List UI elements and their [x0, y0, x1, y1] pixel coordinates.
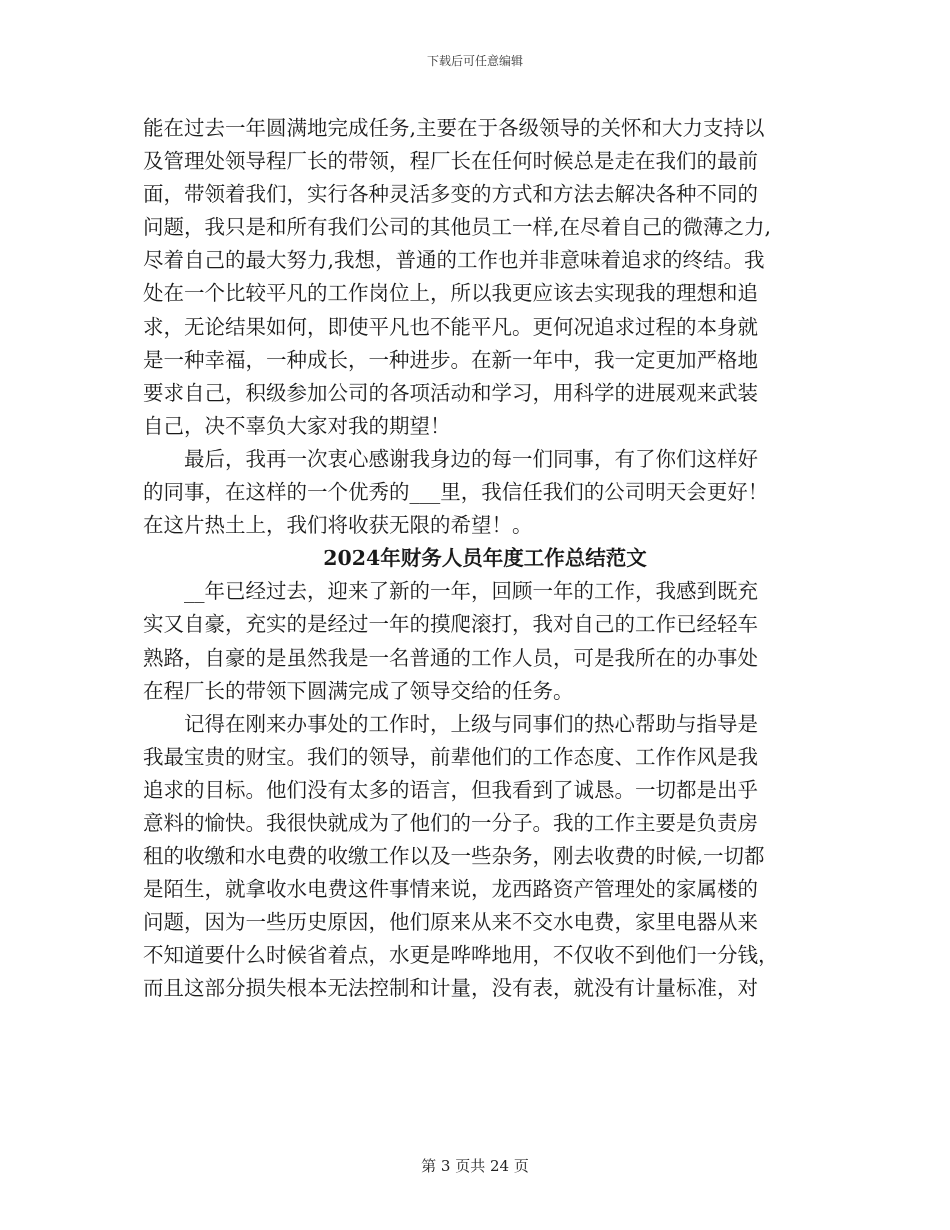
- body-line: 自己，决不辜负大家对我的期望！: [143, 413, 451, 438]
- body-line: 不知道要什么时候省着点，水更是哗哗地用，不仅收不到他们一分钱，: [143, 943, 779, 968]
- body-line: 而且这部分损失根本无法控制和计量，没有表，就没有计量标准，对: [143, 976, 758, 1001]
- body-line: 在这片热土上，我们将收获无限的希望！。: [143, 513, 533, 538]
- body-line: 求，无论结果如何，即使平凡也不能平凡。更何况追求过程的本身就: [143, 314, 758, 339]
- body-line: 熟路，自豪的是虽然我是一名普通的工作人员，可是我所在的办事处: [143, 645, 758, 670]
- body-line: 实又自豪，充实的是经过一年的摸爬滚打，我对自己的工作已经轻车: [143, 612, 758, 637]
- page-footer: 第 3 页共 24 页: [421, 1157, 529, 1175]
- body-line: __年已经过去，迎来了新的一年，回顾一年的工作，我感到既充: [184, 579, 758, 604]
- body-line: 是陌生，就拿收水电费这件事情来说，龙西路资产管理处的家属楼的: [143, 877, 758, 902]
- body-line: 处在一个比较平凡的工作岗位上，所以我更应该去实现我的理想和追: [143, 281, 758, 306]
- body-line: 问题，因为一些历史原因，他们原来从来不交水电费，家里电器从来: [143, 910, 758, 935]
- body-line: 尽着自己的最大努力,我想，普通的工作也并非意味着追求的终结。我: [143, 248, 765, 273]
- body-line: 我最宝贵的财宝。我们的领导，前辈他们的工作态度、工作作风是我: [143, 744, 758, 769]
- body-line: 能在过去一年圆满地完成任务,主要在于各级领导的关怀和大力支持以: [143, 116, 765, 140]
- body-line: 面，带领着我们，实行各种灵活多变的方式和方法去解决各种不同的: [143, 182, 758, 207]
- section-title: 2024年财务人员年度工作总结范文: [323, 546, 647, 571]
- page-header: 下载后可任意编辑: [426, 54, 523, 68]
- body-line: 追求的目标。他们没有太多的语言，但我看到了诚恳。一切都是出乎: [143, 777, 758, 802]
- body-line: 的同事，在这样的一个优秀的___里，我信任我们的公司明天会更好！: [143, 480, 769, 505]
- document-body: [143, 112, 807, 1006]
- body-line: 意料的愉快。我很快就成为了他们的一分子。我的工作主要是负责房: [143, 810, 758, 835]
- body-line: 在程厂长的带领下圆满完成了领导交给的任务。: [143, 678, 574, 703]
- body-line: 问题，我只是和所有我们公司的其他员工一样,在尽着自己的微薄之力,: [143, 215, 772, 240]
- body-line: 租的收缴和水电费的收缴工作以及一些杂务，刚去收费的时候,一切都: [143, 844, 765, 869]
- body-line: 及管理处领导程厂长的带领，程厂长在任何时候总是走在我们的最前: [143, 149, 758, 174]
- body-line: 要求自己，积级参加公司的各项活动和学习，用科学的进展观来武装: [143, 380, 758, 405]
- body-line: 最后，我再一次衷心感谢我身边的每一们同事，有了你们这样好: [184, 446, 758, 471]
- body-line: 是一种幸福，一种成长，一种进步。在新一年中，我一定更加严格地: [143, 347, 758, 372]
- body-line: 记得在刚来办事处的工作时，上级与同事们的热心帮助与指导是: [184, 711, 758, 736]
